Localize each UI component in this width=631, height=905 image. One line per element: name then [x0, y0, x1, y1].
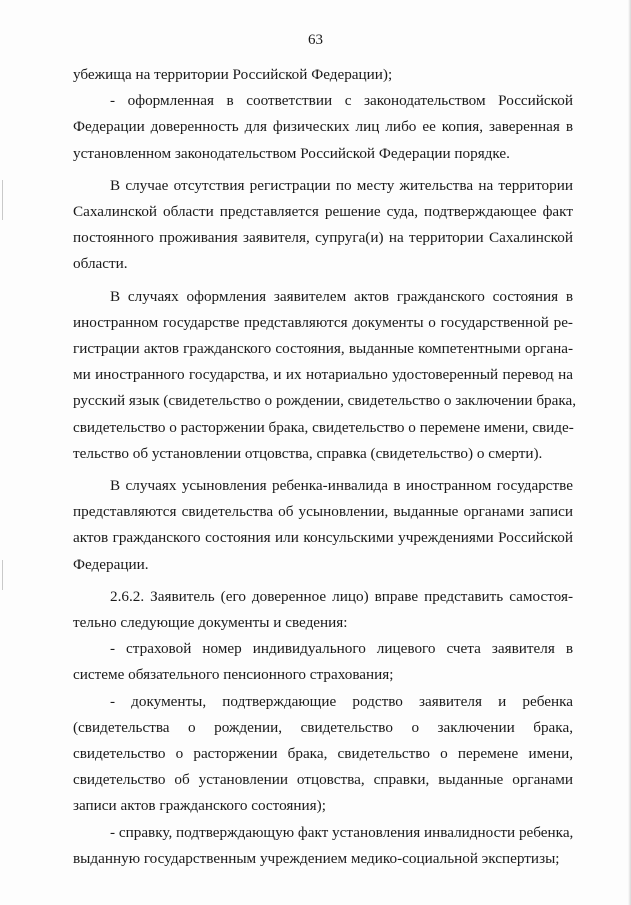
text-line: представляются свидетельства об усыновлении, выданные органами записи [73, 503, 573, 521]
text-line: Федерации доверенность для физических лиц либо ее копия, заверенная в [73, 118, 573, 136]
text-line: - справку, подтверждающую факт установления инвалидности ребенка, [110, 823, 574, 841]
document-body [73, 62, 577, 872]
text-line: свидетельство о расторжении брака, свидетельство о перемене имени, свиде- [73, 418, 574, 436]
text-line: ми иностранного государства, и их нотариально удостоверенный перевод на [73, 366, 573, 384]
text-line: установленном законодательством Российской Федерации порядке. [73, 144, 510, 162]
text-line: 2.6.2. Заявитель (его доверенное лицо) вправе представить самостоя- [110, 587, 573, 605]
text-line: свидетельство о расторжении брака, свидетельство о перемене имени, [73, 745, 573, 763]
text-line: В случаях усыновления ребенка-инвалида в иностранном государстве [110, 477, 573, 495]
text-line: В случаях оформления заявителем актов гражданского состояния в [110, 287, 573, 305]
text-line: тельно следующие документы и сведения: [73, 614, 348, 632]
text-line: - документы, подтверждающие родство заявителя и ребенка [110, 692, 573, 710]
text-line: иностранном государстве представляются документы о государственной ре- [73, 313, 573, 331]
text-line: выданную государственным учреждением медико-социальной экспертизы; [73, 849, 560, 867]
text-line: Сахалинской области представляется решение суда, подтверждающее факт [73, 203, 573, 221]
text-line: - оформленная в соответствии с законодательством Российской [110, 92, 573, 110]
text-line: русский язык (свидетельство о рождении, свидетельство о заключении брака, [73, 392, 577, 410]
page-number: 63 [308, 32, 323, 48]
scan-edge-mark [2, 560, 3, 590]
text-line: гистрации актов гражданского состояния, выданные компетентными органа- [73, 340, 573, 358]
text-line: записи актов гражданского состояния); [73, 797, 326, 815]
text-line: свидетельство об установлении отцовства, справки, выданные органами [73, 771, 573, 789]
text-line: (свидетельства о рождении, свидетельство о заключении брака, [73, 718, 573, 736]
text-line: убежища на территории Российской Федерации); [73, 66, 393, 83]
text-line: В случае отсутствия регистрации по месту жительства на территории [110, 176, 573, 194]
text-line: постоянного проживания заявителя, супруга(и) на территории Сахалинской [73, 229, 573, 247]
text-line: области. [73, 255, 128, 273]
text-line: актов гражданского состояния или консульскими учреждениями Российской [73, 529, 573, 547]
text-line: тельство об установлении отцовства, справка (свидетельство) о смерти). [73, 444, 543, 462]
scan-edge-mark [2, 180, 3, 220]
text-line: Федерации. [73, 555, 149, 573]
text-line: системе обязательного пенсионного страхования; [73, 666, 394, 684]
text-line: - страховой номер индивидуального лицевого счета заявителя в [110, 640, 573, 658]
